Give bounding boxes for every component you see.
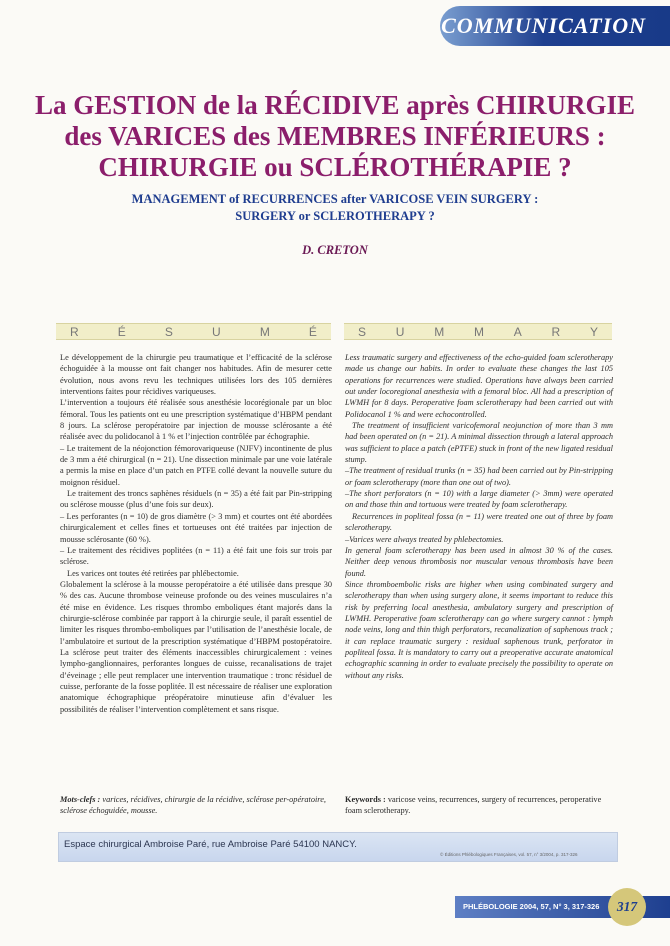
- keywords-fr-label: Mots-clefs :: [60, 795, 101, 804]
- resume-paragraph: – Les perforantes (n = 10) de gros diamètre (> 3 mm) et courtes ont été abordées chirurgicalement et celles fines et tortueuses ont été traitées par injection de mousse sclérosante (60 %).: [60, 511, 332, 544]
- resume-heading: [56, 323, 331, 340]
- resume-paragraph: – Le traitement des récidives poplitées (n = 11) a été fait une fois sur trois par sclérose.: [60, 545, 332, 567]
- resume-heading-letter: É: [117, 324, 126, 339]
- resume-paragraph: L’intervention a toujours été réalisée sous anesthésie locorégionale par un bloc fémoral. Tous les patients ont eu une prescription systématique d’HBPM pendant 8 jours. La sclérose peropératoire par injection de mousse sclérosante a été réalisée avec du polidocanol à 1 % et l’injection contrôlée par échographie.: [60, 398, 332, 442]
- resume-body: [60, 352, 332, 715]
- summary-paragraph: –The treatment of residual trunks (n = 35) had been carried out by Pin-stripping or foam sclerotherapy (more than one out of two).: [345, 466, 613, 487]
- summary-paragraph: Less traumatic surgery and effectiveness of the echo-guided foam sclerotherapy made us change our habits. In order to evaluate these changes the last 105 operations for recurrences were studied. Operations have always been carried out under locoregional anesthesia with a femoral bloc. All had a prescription of LWMH for 8 days. Peroperative foam sclerotherapy had been carried out with Polidocanol 1 % and were echocontrolled.: [345, 353, 613, 419]
- resume-paragraph: Globalement la sclérose à la mousse peropératoire a été utilisée dans presque 30 % des cas. Aucune thrombose veineuse profonde ou des veines musculaires n’a été mise en évidence. Les risques thrombo emboliques étant majorés dans la chirurgie-sclérose combinée par rapport à la chirurgie seule, il paraît essentiel de limiter les risques thrombo-emboliques par l’utilisation de l’anesthésie locale, de l’ambulatoire et surtout de la prescription systématique d’HBPM postopératoire. La sclérose peut traiter des éléments inaccessibles chirurgicalement : veines lympho-ganglionnaires, perforantes longues de cuisse, recanalisations de trajet d’éveinage ; elle peut remplacer une intervention traumatique : tronc résiduel de cuisse, perforante de la fosse poplitée. Il est nécessaire de réaliser une exploration anatomique échographique préopératoire minutieuse afin d’évaluer les possibilités de réaliser l’intervention complètement et sans risque.: [60, 579, 332, 714]
- title-fr-line-3: CHIRURGIE ou SCLÉROTHÉRAPIE ?: [98, 152, 572, 182]
- section-banner: [440, 6, 670, 46]
- resume-heading-letter: R: [70, 324, 79, 339]
- title-en-line-1: MANAGEMENT of RECURRENCES after VARICOSE VEIN SURGERY :: [131, 192, 539, 206]
- resume-heading-letter: S: [164, 324, 173, 339]
- resume-paragraph: Le développement de la chirurgie peu traumatique et l’efficacité de la sclérose échoguidée à la mousse ont fait changer nos habitudes. Afin de mesurer cette évolution, nous avons revu les techniques utilisées lors des 105 dernières interventions faites pour récidives variqueuses.: [60, 353, 332, 397]
- keywords-fr: [60, 794, 332, 816]
- summary-paragraph: Since thromboembolic risks are higher when using combinated surgery and sclerotherapy than when using surgery alone, it seems important to reduce this risk by preferring local anesthesia, ambulatory surgery and prescription of LWMH. Peroperative foam sclerotherapy can go where surgery cannot : lymph node veins, long and thin thigh perforators, recanalization of saphenous track ; it can replace traumatic surgery : residual saphenous trunk, perforator in popliteal fossa. It is mandatory to carry out a preoperative accurate anatomical echographic scanning in order to evaluate precisely the possibility to operate on without any risks.: [345, 579, 613, 680]
- summary-heading-letter: U: [395, 324, 405, 339]
- keywords-fr-text: varices, récidives, chirurgie de la récidive, sclérose per-opératoire, sclérose échoguidée, mousse.: [60, 795, 326, 815]
- section-label: COMMUNICATION: [441, 13, 646, 38]
- summary-heading-letter: S: [358, 324, 367, 339]
- summary-heading-letter: M: [473, 324, 484, 339]
- title-en-line-2: SURGERY or SCLEROTHERAPY ?: [235, 209, 435, 223]
- summary-heading-letter: A: [513, 324, 522, 339]
- summary-heading-letter: M: [434, 324, 445, 339]
- summary-heading-letter: R: [551, 324, 561, 339]
- summary-paragraph: The treatment of insufficient varicofemoral neojunction of more than 3 mm had been operated on (n = 21). A minimal dissection through a lateral approach was sufficient to place a patch (ePTFE) stuck in front of the new ligated residual stump.: [345, 421, 613, 465]
- page-number: 317: [608, 888, 646, 926]
- summary-paragraph: –The short perforators (n = 10) with a large diameter (> 3mm) were operated on and those thin and tortuous were treated by foam sclerotherapy.: [345, 489, 613, 510]
- author-address: Espace chirurgical Ambroise Paré, rue Ambroise Paré 54100 NANCY.: [64, 839, 357, 850]
- resume-heading-letter: M: [259, 324, 270, 339]
- summary-paragraph: Recurrences in popliteal fossa (n = 11) were treated one out of three by foam sclerotherapy.: [345, 511, 613, 533]
- keywords-en: [345, 794, 613, 816]
- resume-paragraph: – Le traitement de la néojonction fémorovariqueuse (NJFV) incontinente de plus de 3 mm a été chirurgical (n = 21). Une dissection minimale par une voie latérale a permis la mise en place d’un patch en PTFE collé devant la nouvelle suture du moignon résiduel.: [60, 443, 332, 487]
- keywords-en-text: varicose veins, recurrences, surgery of recurrences, peroperative foam sclerotherapy.: [345, 795, 602, 815]
- title-fr-line-1: La GESTION de la RÉCIDIVE après CHIRURGIE: [34, 90, 636, 120]
- resume-paragraph: Les varices ont toutes été retirées par phlébectomie.: [67, 568, 239, 578]
- keywords-en-label: Keywords :: [345, 795, 386, 804]
- journal-reference: PHLÉBOLOGIE 2004, 57, N° 3, 317-326: [463, 902, 600, 911]
- summary-paragraph: In general foam sclerotherapy has been used in almost 30 % of the cases. Neither deep venous thrombosis nor muscular venous thrombosis have been found.: [345, 545, 613, 578]
- summary-heading: [344, 323, 612, 340]
- summary-paragraph: –Varices were always treated by phlebectomies.: [345, 534, 504, 544]
- author: D. CRETON: [302, 243, 368, 257]
- resume-heading-letter: É: [308, 324, 317, 339]
- resume-paragraph: Le traitement des troncs saphènes résiduels (n = 35) a été fait par Pin-stripping ou sclérose mousse (plus d’une fois sur deux).: [60, 489, 332, 510]
- summary-body: [345, 352, 613, 681]
- copyright-note: © Éditions Phlébologiques Françaises, vol. 57, n° 3/2004, p. 317-326: [440, 852, 578, 857]
- summary-heading-letter: Y: [589, 324, 598, 339]
- resume-heading-letter: U: [212, 324, 221, 339]
- title-fr-line-2: des VARICES des MEMBRES INFÉRIEURS :: [64, 121, 606, 151]
